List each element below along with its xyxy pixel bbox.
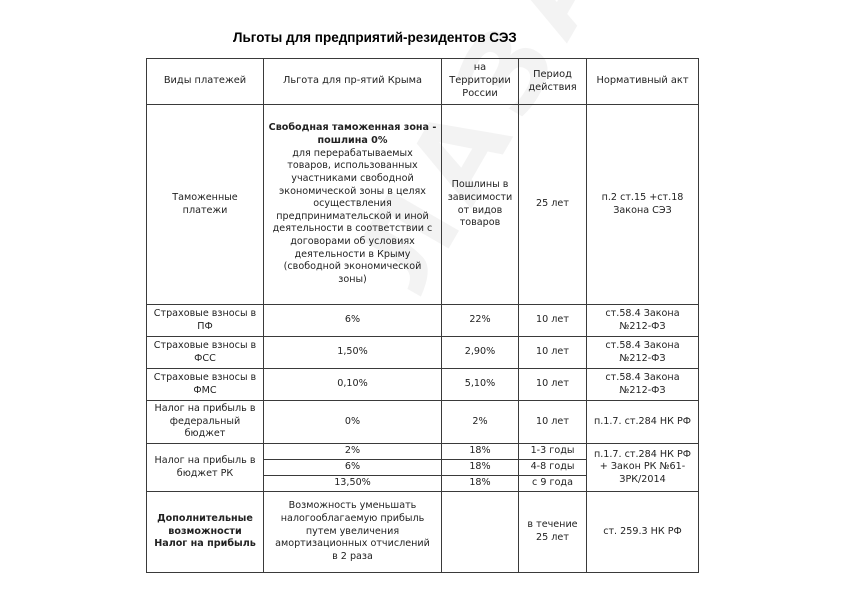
rk-tax-russia-1: 18%: [442, 444, 519, 460]
table-row: [147, 305, 699, 337]
federal-tax-crimea: 0%: [264, 401, 442, 444]
rk-tax-russia-3: 18%: [442, 476, 519, 492]
federal-tax-act: п.1.7. ст.284 НК РФ: [587, 401, 699, 444]
fss-name: Страховые взносы в ФСС: [147, 337, 264, 369]
rk-tax-name: Налог на прибыль в бюджет РК: [147, 444, 264, 492]
header-period: Период действия: [519, 59, 587, 105]
customs-russia: Пошлины в зависимости от видов товаров: [442, 105, 519, 305]
pf-russia: 22%: [442, 305, 519, 337]
fms-act: ст.58.4 Закона №212-ФЗ: [587, 369, 699, 401]
table-row: [147, 492, 699, 573]
federal-tax-period: 10 лет: [519, 401, 587, 444]
header-row: [147, 59, 699, 105]
benefits-table: [146, 58, 699, 573]
customs-benefit-headline: Свободная таможенная зона -: [268, 122, 437, 134]
table-row: [147, 337, 699, 369]
rk-tax-crimea-2: 6%: [264, 460, 442, 476]
pf-name: Страховые взносы в ПФ: [147, 305, 264, 337]
rk-tax-crimea-1: 2%: [264, 444, 442, 460]
fms-name: Страховые взносы в ФМС: [147, 369, 264, 401]
rk-tax-act: п.1.7. ст.284 НК РФ + Закон РК №61- ЗРК/2014: [587, 444, 699, 492]
customs-benefit: Свободная таможенная зона - пошлина 0% для перерабатываемых товаров, использованных участниками свободной экономической зоны в целях осуществления предпринимательской и иной деятельности в соответствии с договорами об условиях деятельности в Крыму (свободной экономической зоны): [264, 105, 442, 305]
table-row: [147, 401, 699, 444]
table-row: [147, 369, 699, 401]
header-payment-type: Виды платежей: [147, 59, 264, 105]
additional-benefit: Возможность уменьшать налогооблагаемую прибыль путем увеличения амортизационных отчислений в 2 раза: [264, 492, 442, 573]
document-title: Льготы для предприятий-резидентов СЭЗ: [233, 30, 517, 45]
header-russia-territory: на Территории России: [442, 59, 519, 105]
customs-period: 25 лет: [519, 105, 587, 305]
fms-crimea: 0,10%: [264, 369, 442, 401]
rk-tax-period-1: 1-3 годы: [519, 444, 587, 460]
fss-period: 10 лет: [519, 337, 587, 369]
fss-act: ст.58.4 Закона №212-ФЗ: [587, 337, 699, 369]
pf-period: 10 лет: [519, 305, 587, 337]
federal-tax-name: Налог на прибыль в федеральный бюджет: [147, 401, 264, 444]
table-row: [147, 444, 699, 460]
pf-act: ст.58.4 Закона №212-ФЗ: [587, 305, 699, 337]
table-row: [147, 105, 699, 305]
customs-name: Таможенные платежи: [147, 105, 264, 305]
federal-tax-russia: 2%: [442, 401, 519, 444]
additional-russia: [442, 492, 519, 573]
additional-period: в течение 25 лет: [519, 492, 587, 573]
header-normative-act: Нормативный акт: [587, 59, 699, 105]
customs-act: п.2 ст.15 +ст.18 Закона СЭЗ: [587, 105, 699, 305]
additional-act: ст. 259.3 НК РФ: [587, 492, 699, 573]
fms-period: 10 лет: [519, 369, 587, 401]
additional-name: Дополнительные возможности Налог на прибыль: [147, 492, 264, 573]
fss-crimea: 1,50%: [264, 337, 442, 369]
rk-tax-russia-2: 18%: [442, 460, 519, 476]
fss-russia: 2,90%: [442, 337, 519, 369]
pf-crimea: 6%: [264, 305, 442, 337]
rk-tax-period-2: 4-8 годы: [519, 460, 587, 476]
rk-tax-crimea-3: 13,50%: [264, 476, 442, 492]
rk-tax-period-3: с 9 года: [519, 476, 587, 492]
header-crimea-benefit: Льгота для пр-ятий Крыма: [264, 59, 442, 105]
fms-russia: 5,10%: [442, 369, 519, 401]
